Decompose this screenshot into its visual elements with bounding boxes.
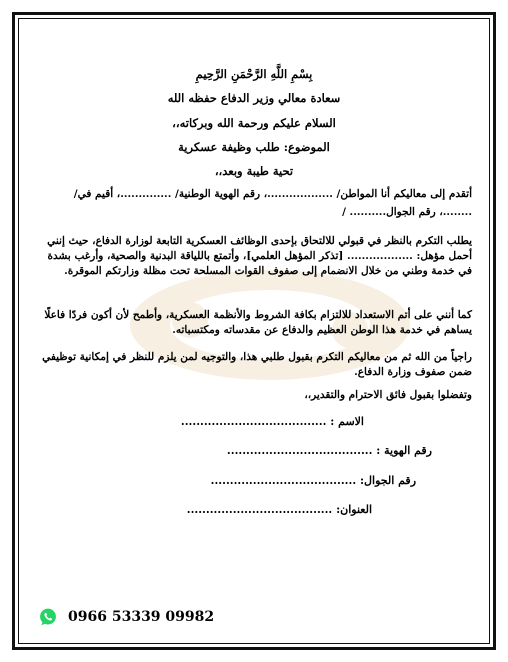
name-field: الاسم : ...................................... [180,415,364,428]
paragraph-request: يطلب التكرم بالنظر في قبولي للالتحاق بإحدى الوظائف العسكرية التابعة لوزارة الدفاع، حيث إنني أحمل مؤهل: .................. [تذكر المؤهل العلمي]، وأتمتع باللياقة البدنية والصحية، وأرغب بشدة في خدمة وطني من خلال الانضمام إلى صفوف القوات المسلحة تحت مظلة وزارتكم الموقرة. [47,235,472,277]
whatsapp-icon [38,607,58,627]
mobile-field: رقم الجوال: ...................................... [210,474,416,487]
phone-number: 0966 53339 09982 [68,609,215,625]
id-field: رقم الهوية : ...................................... [226,444,432,457]
greeting: السلام عليكم ورحمة الله وبركاته،، [172,116,336,130]
contact-footer [38,606,214,628]
intro-line-2: ........، رقم الجوال.......... / [342,206,472,218]
paragraph-commitment: كما أنني على أتم الاستعداد للالتزام بكافة الشروط والأنظمة العسكرية، وأطمح لأن أكون فردًا فاعلًا يساهم في خدمة هذا الوطن العظيم والدفاع عن مقدساته ومكتسباته. [44,309,472,336]
basmala: بِسْمِ اللَّهِ الرَّحْمَنِ الرَّحِيمِ [195,67,313,81]
intro-line-1: أتقدم إلى معاليكم أنا المواطن/ ..................، رقم الهوية الوطنية/ ..............، أقيم في/ [73,188,472,200]
addressee: سعادة معالي وزير الدفاع حفظه الله [167,91,341,105]
paragraph-hope: راجياً من الله ثم من معاليكم التكرم بقبول طلبي هذا، والتوجيه لمن يلزم للنظر في إمكانية توظيفي ضمن صفوف وزارة الدفاع. [42,351,472,378]
closing-line: وتفضلوا بقبول فائق الاحترام والتقدير،، [304,389,472,401]
address-field: العنوان: ...................................... [186,503,372,516]
salutation: تحية طيبة وبعد،، [214,164,294,178]
subject-line: الموضوع: طلب وظيفة عسكرية [178,140,330,154]
